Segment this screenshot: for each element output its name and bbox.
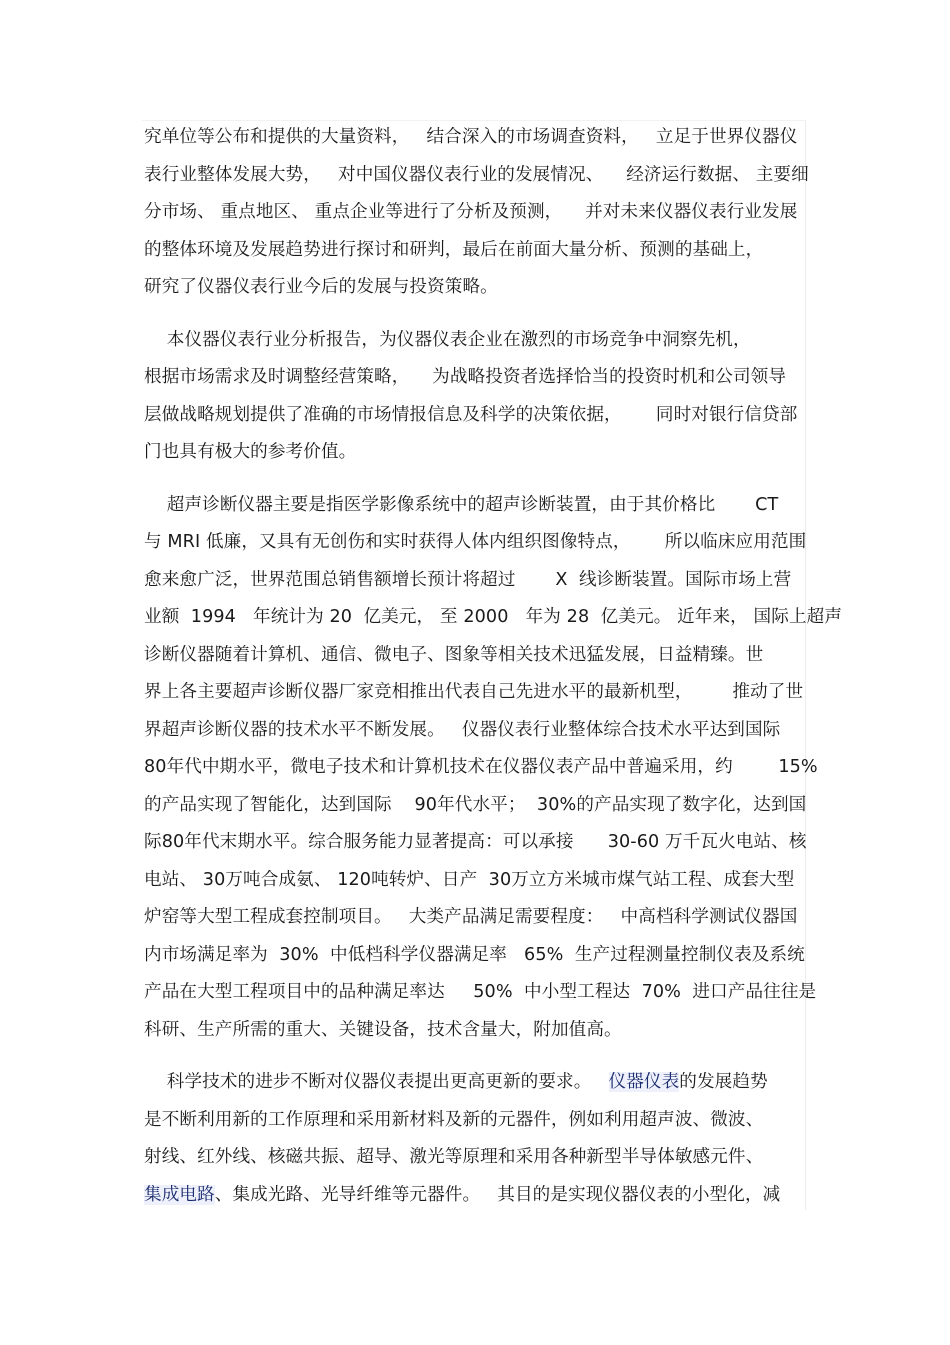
text-line: 超声诊断仪器主要是指医学影像系统中的超声诊断装置，由于其价格比 CT: [144, 494, 779, 515]
text-line: 界超声诊断仪器的技术水平不断发展。 仪器仪表行业整体综合技术水平达到国际: [144, 719, 781, 740]
text-line: 电站、 30万吨合成氨、 120吨转炉、日产 30万立方米城市煤气站工程、成套大型: [144, 869, 795, 890]
text-line: 与 MRI 低廉，又具有无创伤和实时获得人体内组织图像特点， 所以临床应用范围: [144, 532, 807, 552]
text-line: 愈来愈广泛，世界范围总销售额增长预计将超过 X 线诊断装置。国际市场上营: [144, 569, 792, 590]
text-segment: 、集成光路、光导纤维等元器件。 其目的是实现仪器仪表的小型化，减: [214, 1184, 781, 1205]
text-line: 射线、红外线、核磁共振、超导、激光等原理和采用各种新型半导体敏感元件、: [144, 1147, 764, 1167]
paragraph-1: [144, 119, 808, 307]
text-line: 根据市场需求及时调整经营策略， 为战略投资者选择恰当的投资时机和公司领导: [144, 367, 787, 387]
text-line: 内市场满足率为 30% 中低档科学仪器满足率 65% 生产过程测量控制仪表及系统: [144, 944, 805, 965]
paragraph-3: [144, 487, 843, 1050]
text-line: 业额 1994 年统计为 20 亿美元， 至 2000 年为 28 亿美元。 近年来， 国际上超声: [144, 607, 843, 627]
text-line: [144, 1064, 808, 1102]
text-line: 门也具有极大的参考价值。: [144, 442, 357, 462]
text-line: 界上各主要超声诊断仪器厂家竞相推出代表自己先进水平的最新机型， 推动了世: [144, 682, 804, 702]
text-line: 际80年代末期水平。综合服务能力显著提高：可以承接 30-60 万千瓦火电站、核: [144, 832, 807, 852]
text-line: 炉窑等大型工程成套控制项目。 大类产品满足需要程度： 中高档科学测试仪器国: [144, 907, 798, 927]
highlighted-link[interactable]: 仪器仪表: [608, 1072, 680, 1092]
paragraph-gap: [144, 472, 808, 487]
text-line: 表行业整体发展大势， 对中国仪器仪表行业的发展情况、 经济运行数据、 主要细: [144, 164, 809, 185]
text-segment: 科学技术的进步不断对仪器仪表提出更高更新的要求。: [144, 1072, 609, 1092]
text-line: 产品在大型工程项目中的品种满足率达 50% 中小型工程达 70% 进口产品往往是: [144, 982, 817, 1002]
paragraph-4: [144, 1064, 808, 1214]
text-line: 本仪器仪表行业分析报告，为仪器仪表企业在激烈的市场竞争中洞察先机，: [144, 329, 751, 350]
text-segment: 的发展趋势: [679, 1072, 768, 1092]
paragraph-gap: [144, 307, 808, 322]
text-line: 80年代中期水平，微电子技术和计算机技术在仪器仪表产品中普遍采用，约 15%: [144, 757, 818, 777]
text-line: 的整体环境及发展趋势进行探讨和研判，最后在前面大量分析、预测的基础上，: [144, 239, 764, 260]
text-line: 的产品实现了智能化，达到国际 90年代水平； 30%的产品实现了数字化，达到国: [144, 794, 807, 815]
text-line: 分市场、 重点地区、 重点企业等进行了分析及预测， 并对未来仪器仪表行业发展: [144, 202, 798, 222]
document-body: [144, 119, 843, 1214]
paragraph-gap: [144, 1049, 808, 1064]
text-line: 科研、生产所需的重大、关键设备，技术含量大，附加值高。: [144, 1019, 622, 1040]
text-line: 究单位等公布和提供的大量资料， 结合深入的市场调查资料， 立足于世界仪器仪: [144, 127, 798, 147]
text-line: 是不断利用新的工作原理和采用新材料及新的元器件，例如利用超声波、微波、: [144, 1109, 764, 1130]
highlighted-link[interactable]: 集成电路: [144, 1184, 215, 1205]
text-line: 研究了仪器仪表行业今后的发展与投资策略。: [144, 277, 498, 297]
paragraph-2: [144, 322, 808, 472]
text-line: 诊断仪器随着计算机、通信、微电子、图象等相关技术迅猛发展，日益精臻。世: [144, 644, 764, 665]
text-line: [144, 1177, 808, 1215]
text-line: 层做战略规划提供了准确的市场情报信息及科学的决策依据， 同时对银行信贷部: [144, 404, 798, 425]
